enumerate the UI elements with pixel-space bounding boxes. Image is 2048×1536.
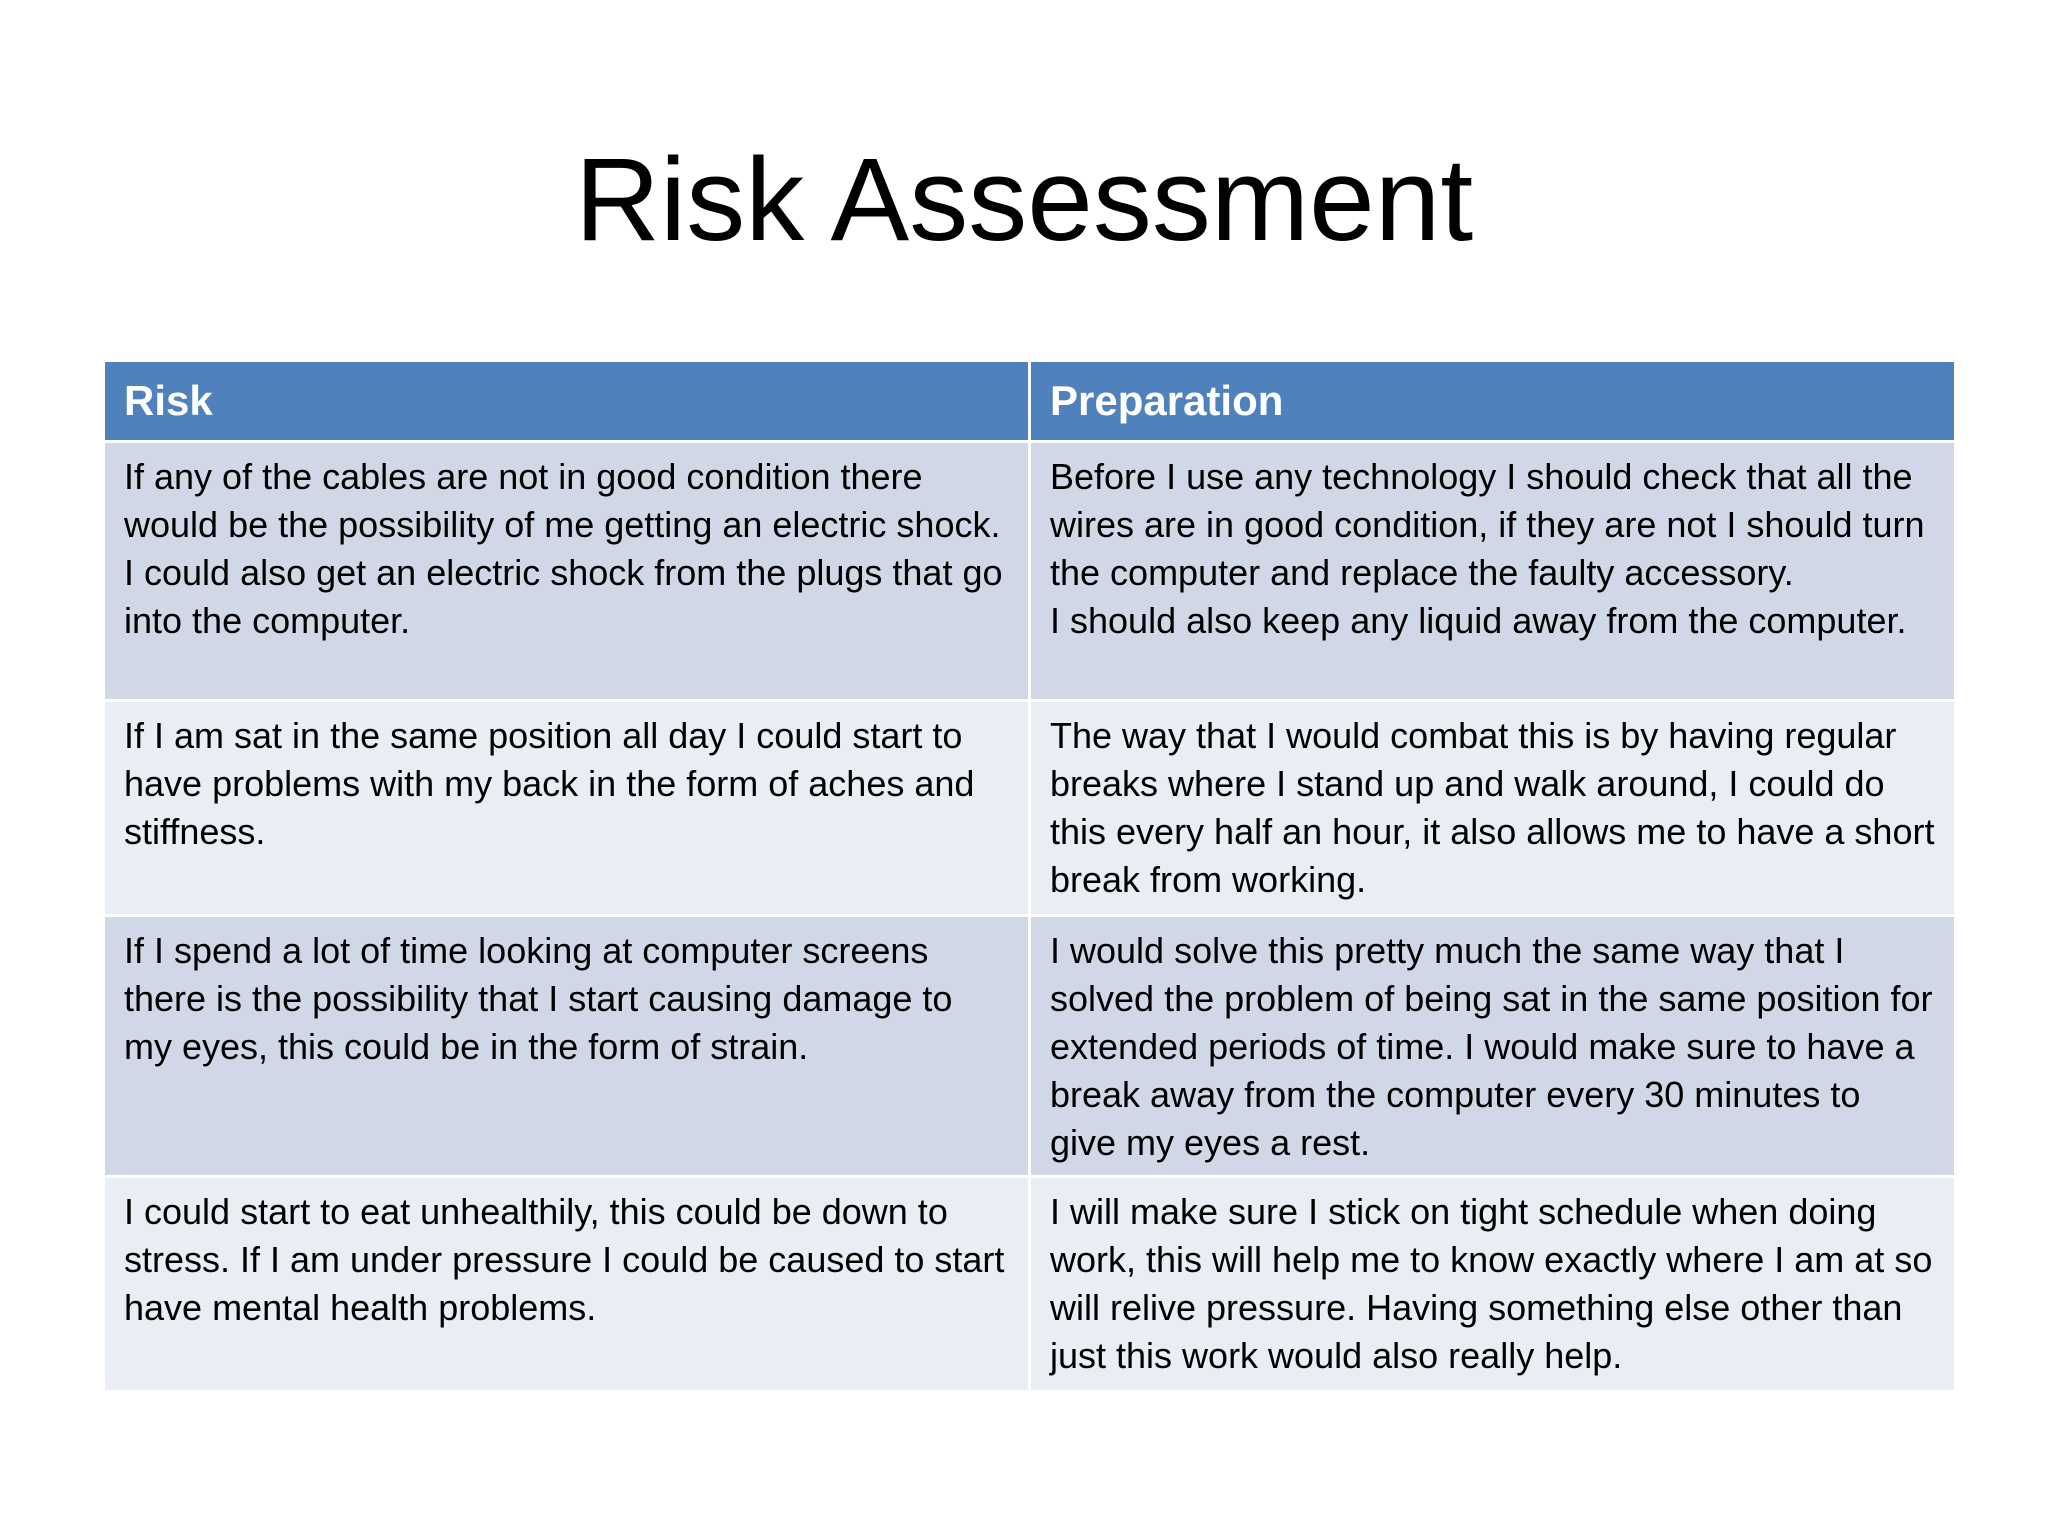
slide-title: Risk Assessment [574,134,1474,266]
preparation-cell: The way that I would combat this is by having regular breaks where I stand up and walk around, I could do this every half an hour, it also allows me to have a short break from working. [1031,702,1954,914]
risk-cell: I could start to eat unhealthily, this could be down to stress. If I am under pressure I could be caused to start have mental health problems. [105,1178,1028,1390]
preparation-cell: I would solve this pretty much the same way that I solved the problem of being sat in the same position for extended periods of time. I would make sure to have a break away from the computer every 30 minutes to give my eyes a rest. [1031,917,1954,1175]
risk-cell: If any of the cables are not in good condition there would be the possibility of me getting an electric shock. I could also get an electric shock from the plugs that go into the computer. [105,443,1028,699]
header-risk: Risk [105,362,1028,440]
risk-cell: If I am sat in the same position all day I could start to have problems with my back in the form of aches and stiffness. [105,702,1028,914]
risk-table [105,362,1954,1390]
header-preparation: Preparation [1031,362,1954,440]
preparation-cell: Before I use any technology I should check that all the wires are in good condition, if they are not I should turn the computer and replace the faulty accessory. I should also keep any liquid away from the computer. [1031,443,1954,699]
risk-cell: If I spend a lot of time looking at computer screens there is the possibility that I start causing damage to my eyes, this could be in the form of strain. [105,917,1028,1175]
preparation-cell: I will make sure I stick on tight schedule when doing work, this will help me to know exactly where I am at so will relive pressure. Having something else other than just this work would also really help. [1031,1178,1954,1390]
